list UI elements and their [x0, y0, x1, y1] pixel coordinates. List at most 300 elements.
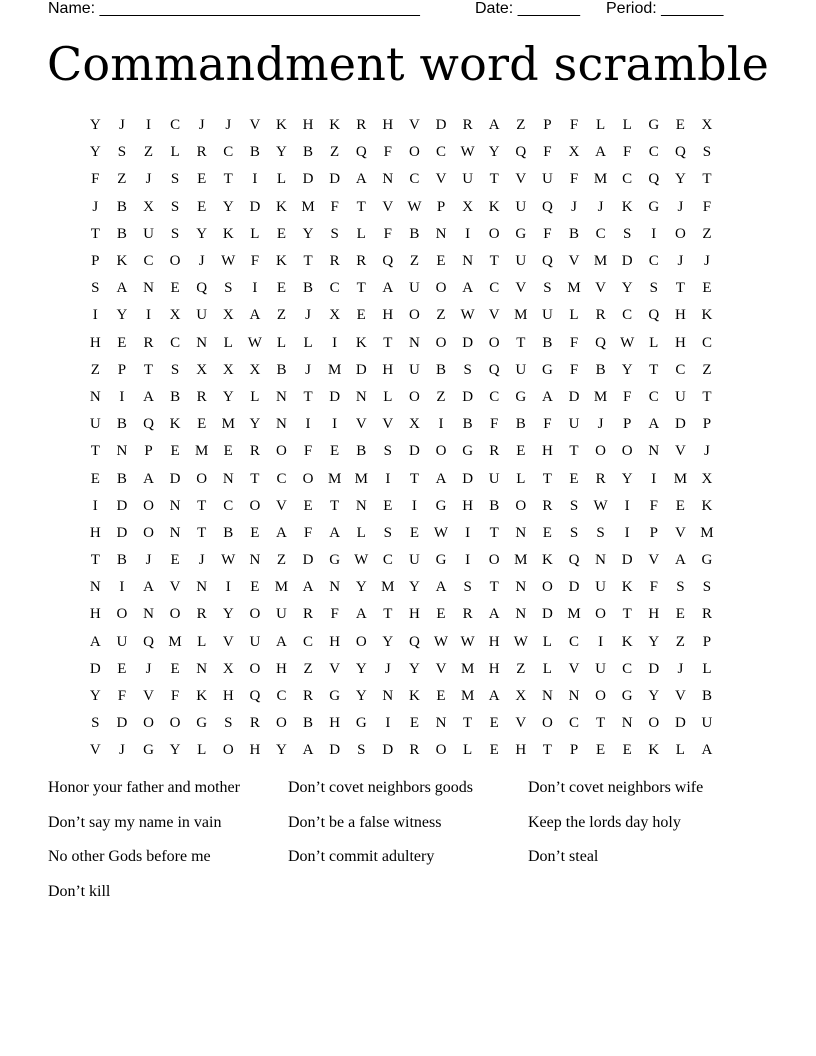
grid-letter: G: [701, 552, 713, 569]
grid-letter: D: [621, 253, 633, 270]
grid-letter: S: [649, 280, 658, 297]
grid-letter: P: [569, 742, 579, 759]
grid-letter: D: [329, 742, 341, 759]
grid-letter: F: [383, 144, 392, 161]
grid-letter: I: [332, 416, 338, 433]
grid-letter: N: [462, 253, 474, 270]
grid-letter: V: [329, 660, 341, 677]
grid-letter: V: [674, 688, 686, 705]
grid-letter: C: [622, 660, 633, 677]
grid-letter: Q: [143, 633, 154, 650]
grid-letter: S: [91, 715, 100, 732]
grid-letter: B: [489, 497, 500, 514]
grid-letter: I: [651, 225, 657, 242]
grid-letter: E: [675, 497, 685, 514]
grid-letter: P: [91, 253, 100, 270]
grid-letter: D: [355, 361, 367, 378]
worksheet-header: [48, 0, 768, 22]
grid-letter: Z: [276, 552, 287, 569]
grid-letter: O: [435, 443, 447, 460]
grid-row: [82, 547, 748, 574]
grid-letter: K: [276, 253, 287, 270]
grid-letter: I: [145, 117, 151, 134]
grid-letter: F: [649, 579, 658, 596]
grid-letter: K: [169, 416, 181, 433]
grid-row: [82, 248, 748, 275]
grid-letter: V: [648, 552, 660, 569]
grid-letter: T: [489, 253, 499, 270]
grid-letter: O: [409, 388, 420, 405]
grid-letter: O: [409, 307, 420, 324]
grid-letter: A: [488, 606, 500, 623]
grid-letter: A: [595, 144, 606, 161]
grid-letter: K: [621, 579, 633, 596]
grid-letter: R: [409, 742, 420, 759]
grid-letter: S: [117, 144, 127, 161]
grid-letter: O: [302, 470, 314, 487]
grid-letter: H: [674, 334, 686, 351]
grid-letter: Z: [675, 633, 685, 650]
grid-letter: Y: [249, 416, 261, 433]
grid-letter: K: [116, 253, 128, 270]
grid-letter: G: [143, 742, 154, 759]
grid-letter: T: [90, 552, 100, 569]
grid-letter: N: [515, 524, 527, 541]
grid-letter: G: [196, 715, 208, 732]
grid-letter: B: [542, 334, 553, 351]
grid-letter: E: [303, 497, 313, 514]
grid-letter: N: [276, 416, 287, 433]
grid-letter: G: [515, 225, 527, 242]
grid-letter: O: [674, 225, 686, 242]
grid-letter: D: [568, 579, 580, 596]
grid-row: [82, 629, 748, 656]
grid-letter: T: [649, 361, 659, 378]
grid-letter: E: [197, 416, 207, 433]
grid-letter: M: [460, 688, 475, 705]
grid-letter: T: [223, 171, 233, 188]
grid-letter: S: [170, 361, 180, 378]
grid-letter: Q: [515, 144, 527, 161]
grid-letter: E: [702, 280, 712, 297]
grid-letter: M: [700, 524, 714, 541]
grid-letter: J: [597, 198, 604, 215]
period-field: Period: _______: [606, 0, 724, 17]
grid-letter: U: [409, 552, 420, 569]
grid-letter: X: [169, 307, 181, 324]
grid-letter: O: [435, 742, 447, 759]
grid-letter: S: [170, 225, 180, 242]
grid-letter: N: [249, 552, 261, 569]
grid-letter: T: [489, 524, 499, 541]
grid-letter: D: [116, 497, 128, 514]
grid-letter: C: [622, 171, 633, 188]
grid-letter: C: [648, 388, 659, 405]
grid-letter: I: [119, 388, 125, 405]
grid-letter: Y: [382, 633, 394, 650]
grid-letter: K: [648, 742, 660, 759]
grid-letter: D: [462, 334, 474, 351]
grid-letter: J: [677, 660, 684, 677]
grid-letter: V: [143, 688, 154, 705]
grid-letter: D: [462, 388, 474, 405]
grid-letter: W: [221, 552, 236, 569]
grid-letter: T: [409, 470, 419, 487]
grid-letter: R: [303, 606, 314, 623]
grid-letter: N: [196, 660, 208, 677]
grid-letter: T: [489, 171, 499, 188]
grid-letter: I: [92, 307, 98, 324]
grid-letter: V: [382, 416, 394, 433]
grid-letter: L: [542, 633, 552, 650]
grid-letter: D: [621, 552, 633, 569]
grid-letter: O: [648, 715, 660, 732]
grid-letter: T: [90, 443, 100, 460]
grid-letter: W: [247, 334, 262, 351]
grid-letter: N: [222, 470, 234, 487]
grid-letter: V: [89, 742, 101, 759]
grid-row: [82, 357, 748, 384]
grid-letter: Y: [621, 470, 633, 487]
grid-letter: V: [435, 660, 447, 677]
grid-letter: B: [116, 552, 127, 569]
grid-letter: O: [435, 334, 447, 351]
grid-row: [82, 139, 748, 166]
grid-letter: J: [145, 171, 152, 188]
grid-letter: D: [249, 198, 261, 215]
grid-letter: F: [569, 334, 579, 351]
grid-letter: H: [462, 497, 474, 514]
grid-letter: S: [91, 280, 100, 297]
grid-letter: C: [568, 715, 579, 732]
grid-letter: Z: [516, 117, 526, 134]
grid-letter: L: [223, 334, 233, 351]
grid-letter: E: [170, 552, 180, 569]
grid-letter: L: [170, 144, 180, 161]
grid-letter: F: [702, 198, 712, 215]
grid-letter: R: [196, 388, 207, 405]
grid-letter: V: [674, 443, 686, 460]
grid-letter: K: [621, 198, 633, 215]
grid-letter: N: [89, 388, 101, 405]
grid-letter: D: [329, 171, 341, 188]
grid-letter: Y: [621, 361, 633, 378]
grid-letter: L: [356, 225, 366, 242]
grid-letter: F: [330, 198, 339, 215]
grid-letter: X: [222, 307, 234, 324]
grid-letter: H: [276, 660, 287, 677]
grid-letter: E: [595, 742, 606, 759]
grid-letter: E: [250, 524, 260, 541]
grid-letter: U: [541, 307, 553, 324]
grid-letter: M: [593, 171, 608, 188]
grid-letter: R: [595, 307, 606, 324]
grid-letter: L: [276, 334, 287, 351]
grid-letter: T: [197, 524, 207, 541]
grid-letter: V: [222, 633, 234, 650]
grid-letter: K: [276, 198, 287, 215]
grid-letter: M: [274, 579, 289, 596]
grid-row: [82, 302, 748, 329]
grid-letter: S: [569, 497, 579, 514]
grid-letter: N: [382, 688, 394, 705]
grid-letter: R: [249, 443, 260, 460]
grid-letter: L: [542, 660, 552, 677]
grid-letter: J: [571, 198, 577, 215]
grid-letter: G: [329, 688, 341, 705]
grid-row: [82, 601, 748, 628]
grid-letter: K: [409, 688, 420, 705]
grid-letter: O: [249, 606, 261, 623]
grid-letter: O: [169, 606, 181, 623]
grid-letter: H: [488, 633, 500, 650]
grid-letter: T: [569, 443, 579, 460]
grid-letter: U: [595, 579, 606, 596]
grid-letter: U: [515, 361, 527, 378]
grid-letter: S: [596, 524, 605, 541]
grid-letter: F: [303, 524, 313, 541]
grid-letter: K: [488, 198, 500, 215]
grid-letter: E: [197, 171, 207, 188]
grid-letter: A: [541, 388, 553, 405]
grid-letter: W: [221, 253, 236, 270]
grid-letter: Y: [302, 225, 314, 242]
grid-letter: X: [568, 144, 580, 161]
grid-letter: A: [648, 416, 660, 433]
grid-letter: X: [143, 198, 154, 215]
grid-letter: K: [196, 688, 208, 705]
grid-letter: X: [222, 660, 234, 677]
grid-letter: D: [169, 470, 181, 487]
grid-letter: C: [568, 633, 579, 650]
grid-letter: R: [462, 117, 473, 134]
grid-letter: V: [169, 579, 181, 596]
grid-letter: T: [330, 497, 340, 514]
grid-letter: W: [593, 497, 608, 514]
grid-letter: S: [224, 715, 233, 732]
grid-letter: F: [91, 171, 100, 188]
grid-letter: B: [170, 388, 181, 405]
grid-letter: E: [489, 742, 499, 759]
grid-letter: I: [332, 334, 338, 351]
grid-letter: Y: [222, 198, 234, 215]
grid-letter: X: [701, 470, 713, 487]
grid-letter: K: [701, 497, 713, 514]
grid-letter: Z: [436, 307, 446, 324]
grid-letter: H: [382, 307, 394, 324]
grid-letter: B: [303, 715, 314, 732]
grid-letter: E: [383, 497, 393, 514]
grid-letter: D: [329, 388, 341, 405]
grid-letter: O: [276, 715, 287, 732]
grid-row: [82, 465, 748, 492]
word-list-item: Keep the lords day holy: [528, 813, 681, 831]
grid-letter: B: [436, 361, 447, 378]
grid-letter: Q: [648, 171, 660, 188]
grid-letter: I: [305, 416, 311, 433]
grid-letter: F: [569, 117, 579, 134]
grid-letter: U: [674, 388, 686, 405]
grid-letter: F: [383, 225, 392, 242]
grid-letter: Y: [222, 606, 234, 623]
grid-letter: F: [303, 443, 313, 460]
grid-letter: D: [674, 715, 686, 732]
grid-letter: H: [89, 334, 101, 351]
grid-letter: L: [622, 117, 632, 134]
grid-letter: T: [356, 280, 366, 297]
grid-letter: Q: [355, 144, 367, 161]
grid-letter: D: [89, 660, 101, 677]
grid-letter: B: [701, 688, 712, 705]
grid-letter: A: [382, 280, 394, 297]
grid-letter: H: [89, 606, 101, 623]
grid-letter: C: [489, 388, 500, 405]
grid-letter: X: [701, 117, 713, 134]
grid-letter: C: [170, 334, 181, 351]
grid-letter: E: [489, 715, 499, 732]
grid-letter: M: [327, 470, 342, 487]
grid-letter: M: [354, 470, 368, 487]
grid-letter: B: [356, 443, 367, 460]
grid-letter: R: [701, 606, 712, 623]
grid-letter: G: [515, 388, 527, 405]
grid-letter: Z: [330, 144, 340, 161]
grid-letter: M: [567, 606, 581, 623]
grid-letter: O: [541, 715, 553, 732]
grid-letter: K: [621, 633, 633, 650]
grid-letter: U: [196, 307, 208, 324]
grid-letter: R: [303, 688, 314, 705]
grid-letter: T: [463, 715, 473, 732]
grid-letter: R: [542, 497, 553, 514]
grid-letter: A: [435, 579, 447, 596]
grid-letter: N: [196, 579, 208, 596]
grid-letter: W: [513, 633, 528, 650]
grid-letter: O: [621, 443, 633, 460]
grid-letter: B: [276, 361, 287, 378]
grid-letter: D: [409, 443, 420, 460]
grid-letter: O: [249, 660, 261, 677]
grid-letter: T: [303, 388, 313, 405]
grid-letter: V: [382, 198, 394, 215]
grid-letter: S: [543, 280, 552, 297]
grid-letter: F: [117, 688, 127, 705]
grid-row: [82, 112, 748, 139]
grid-letter: N: [355, 388, 367, 405]
grid-letter: I: [145, 307, 151, 324]
grid-letter: Q: [674, 144, 686, 161]
grid-letter: M: [593, 253, 608, 270]
grid-letter: J: [597, 416, 604, 433]
grid-letter: J: [92, 198, 99, 215]
word-list-item: Don’t commit adultery: [288, 848, 435, 865]
grid-letter: X: [329, 307, 341, 324]
grid-letter: L: [303, 334, 313, 351]
grid-letter: E: [622, 742, 632, 759]
grid-letter: L: [276, 171, 287, 188]
grid-letter: Z: [303, 660, 313, 677]
grid-letter: X: [249, 361, 261, 378]
grid-letter: Q: [541, 253, 553, 270]
grid-letter: P: [436, 198, 446, 215]
grid-letter: Y: [409, 660, 420, 677]
grid-letter: V: [276, 497, 287, 514]
grid-letter: H: [302, 117, 314, 134]
grid-letter: A: [249, 307, 261, 324]
grid-letter: R: [196, 144, 207, 161]
grid-letter: I: [252, 280, 258, 297]
grid-letter: G: [621, 688, 633, 705]
grid-letter: F: [649, 497, 658, 514]
grid-letter: O: [222, 742, 234, 759]
grid-letter: Y: [276, 144, 287, 161]
grid-letter: C: [409, 171, 420, 188]
grid-letter: H: [329, 633, 341, 650]
grid-letter: O: [595, 606, 606, 623]
grid-letter: U: [409, 280, 420, 297]
grid-letter: J: [225, 117, 232, 134]
grid-letter: E: [516, 443, 526, 460]
grid-letter: A: [701, 742, 713, 759]
grid-letter: M: [381, 579, 395, 596]
grid-letter: N: [435, 715, 447, 732]
grid-letter: N: [648, 443, 660, 460]
grid-letter: M: [327, 361, 342, 378]
grid-letter: V: [515, 280, 527, 297]
grid-letter: S: [224, 280, 233, 297]
grid-letter: W: [460, 307, 475, 324]
grid-letter: R: [595, 470, 606, 487]
grid-letter: L: [595, 117, 606, 134]
grid-letter: M: [195, 443, 209, 460]
grid-letter: N: [621, 715, 633, 732]
grid-letter: O: [435, 280, 447, 297]
grid-letter: G: [435, 497, 447, 514]
grid-letter: C: [276, 470, 287, 487]
grid-letter: X: [515, 688, 527, 705]
grid-letter: F: [170, 688, 180, 705]
grid-letter: O: [515, 497, 527, 514]
grid-letter: D: [568, 388, 580, 405]
grid-letter: Q: [488, 361, 500, 378]
grid-letter: Q: [143, 416, 154, 433]
grid-letter: M: [593, 388, 608, 405]
grid-letter: O: [595, 443, 606, 460]
grid-letter: B: [568, 225, 579, 242]
grid-letter: F: [543, 416, 552, 433]
grid-letter: Q: [568, 552, 580, 569]
grid-letter: S: [383, 443, 392, 460]
grid-letter: I: [624, 497, 630, 514]
grid-letter: D: [302, 171, 314, 188]
grid-letter: P: [117, 361, 127, 378]
grid-letter: E: [436, 688, 446, 705]
grid-letter: U: [89, 416, 101, 433]
grid-row: [82, 384, 748, 411]
grid-letter: U: [143, 225, 154, 242]
grid-letter: O: [143, 524, 154, 541]
grid-letter: Z: [90, 361, 100, 378]
grid-letter: W: [354, 552, 369, 569]
grid-letter: E: [569, 470, 579, 487]
grid-letter: S: [357, 742, 366, 759]
grid-letter: N: [276, 388, 287, 405]
grid-letter: O: [276, 443, 287, 460]
grid-letter: L: [569, 307, 579, 324]
grid-letter: K: [355, 334, 367, 351]
grid-letter: U: [249, 633, 261, 650]
grid-letter: F: [543, 144, 552, 161]
